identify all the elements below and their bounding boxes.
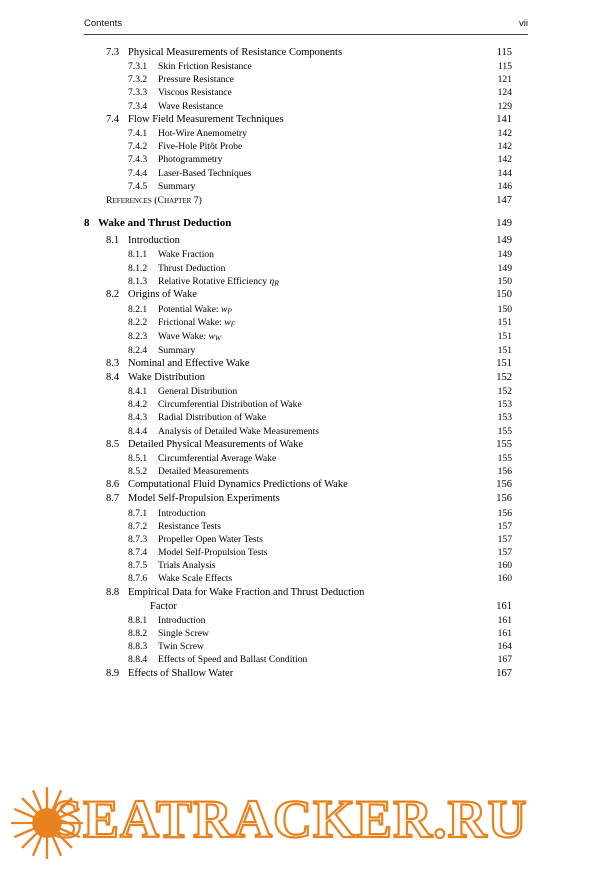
toc-entry-title: Wave Wake: $w_W$	[158, 331, 222, 343]
toc-entry-number: 7.4.1	[128, 127, 148, 139]
toc-entry-page: 142	[497, 141, 512, 153]
toc-entry[interactable]	[84, 427, 512, 437]
toc-entry-title: Circumferential Distribution of Wake	[158, 399, 302, 411]
toc-entry[interactable]	[84, 373, 512, 384]
toc-entry[interactable]	[84, 129, 512, 139]
toc-entry[interactable]	[84, 48, 512, 59]
toc-entry-title: Introduction	[158, 507, 206, 519]
toc-entry-page: 155	[497, 452, 512, 464]
toc-entry-page: 147	[496, 195, 512, 207]
toc-entry-title: References (Chapter 7)	[106, 195, 202, 207]
toc-entry[interactable]	[84, 535, 512, 545]
toc-entry-title: Trials Analysis	[158, 560, 216, 572]
toc-entry-title: Summary	[158, 180, 196, 192]
toc-entry[interactable]	[84, 250, 512, 260]
toc-entry-number: 8.7.5	[128, 560, 148, 572]
toc-entry-number: 8.4.2	[128, 399, 148, 411]
toc-entry-page: 149	[497, 249, 512, 261]
toc-entry-number: 8.8.1	[128, 614, 148, 626]
toc-entry[interactable]	[84, 75, 512, 85]
toc-entry-number: 8.2.1	[128, 303, 148, 315]
toc-entry-number: 8.6	[106, 479, 120, 491]
toc-entry[interactable]	[84, 102, 512, 112]
header-divider	[84, 34, 528, 35]
toc-entry[interactable]	[84, 602, 512, 613]
toc-entry-page: 151	[497, 331, 512, 342]
toc-entry-title: Five-Hole Pitôt Probe	[158, 141, 243, 153]
toc-entry-title: Empirical Data for Wake Fraction and Thrust Deduction	[128, 586, 365, 598]
toc-entry[interactable]	[84, 440, 512, 451]
toc-entry-number: 8.7.6	[128, 573, 148, 585]
toc-entry-number: 7.4.5	[128, 180, 148, 192]
toc-entry-page: 144	[497, 167, 512, 179]
watermark	[0, 782, 600, 872]
toc-entry-title: Effects of Speed and Ballast Condition	[158, 654, 308, 666]
toc-entry-number: 8.7.4	[128, 547, 148, 559]
toc-entry-page: 151	[497, 317, 512, 329]
toc-entry-number: 8.1.2	[128, 262, 148, 274]
toc-entry[interactable]	[84, 346, 512, 356]
toc-entry-number: 8.2.3	[128, 331, 148, 342]
page-number-label: vii	[519, 18, 528, 29]
toc-entry-title: Factor	[150, 600, 177, 612]
toc-entry[interactable]	[84, 616, 512, 626]
toc-entry-page: 161	[497, 628, 512, 639]
toc-entry-number: 7.4.3	[128, 154, 148, 166]
table-of-contents	[84, 48, 512, 683]
toc-entry-title: Wake and Thrust Deduction	[98, 216, 232, 229]
toc-entry-number: 8.4.1	[128, 386, 148, 398]
toc-entry[interactable]	[84, 655, 512, 665]
toc-entry[interactable]	[84, 182, 512, 192]
toc-entry-number: 8.9	[106, 667, 120, 679]
toc-entry-number: 7.3.3	[128, 87, 148, 99]
toc-entry-number: 7.3.1	[128, 61, 148, 73]
toc-entry-page: 156	[497, 507, 512, 519]
toc-entry[interactable]	[84, 509, 512, 519]
toc-entry-page: 146	[497, 180, 512, 192]
toc-entry-number: 8.7.1	[128, 507, 148, 519]
toc-entry[interactable]	[84, 454, 512, 464]
toc-entry-number: 8.7.3	[128, 533, 148, 545]
toc-entry-number: 7.3	[106, 47, 120, 58]
toc-entry-page: 150	[496, 289, 512, 301]
toc-entry-number: 8.3	[106, 357, 120, 369]
toc-entry-title: Model Self-Propulsion Tests	[158, 547, 268, 559]
toc-entry-number: 8.1.1	[128, 249, 148, 261]
toc-entry-page: 160	[497, 560, 512, 572]
toc-entry-number: 8	[84, 216, 90, 229]
toc-entry-page: 161	[496, 600, 512, 612]
toc-entry-number: 8.5.1	[128, 452, 148, 464]
toc-entry[interactable]	[84, 62, 512, 72]
toc-entry[interactable]	[84, 236, 512, 247]
toc-entry-page: 164	[497, 641, 512, 653]
toc-entry[interactable]	[84, 413, 512, 423]
toc-entry-page: 156	[496, 493, 512, 505]
toc-entry-title: Introduction	[128, 235, 180, 247]
toc-entry-number: 8.1	[106, 235, 120, 247]
toc-entry-number: 8.8.3	[128, 641, 148, 653]
toc-entry-page: 124	[497, 87, 512, 99]
toc-entry-page: 150	[497, 275, 512, 287]
toc-entry-title: Physical Measurements of Resistance Components	[128, 47, 343, 58]
toc-entry-title: Photogrammetry	[158, 154, 223, 166]
toc-entry-title: Nominal and Effective Wake	[128, 357, 250, 369]
toc-entry-page: 155	[497, 425, 512, 437]
toc-entry-page: 149	[497, 262, 512, 274]
toc-entry-page: 141	[496, 113, 512, 125]
toc-entry[interactable]	[84, 359, 512, 370]
toc-entry-title: Relative Rotative Efficiency $\eta_R$	[158, 275, 279, 288]
toc-entry-title: Wake Fraction	[158, 249, 214, 261]
toc-entry-page: 167	[497, 654, 512, 666]
toc-entry-title: Skin Friction Resistance	[158, 61, 252, 73]
toc-entry-number: 8.8.4	[128, 654, 148, 666]
toc-entry[interactable]	[84, 218, 512, 230]
toc-entry-page: 153	[497, 412, 512, 424]
toc-entry-title: Circumferential Average Wake	[158, 452, 277, 464]
toc-entry-number: 8.4.4	[128, 425, 148, 437]
toc-entry-title: General Distribution	[158, 386, 238, 398]
toc-entry-page: 161	[497, 614, 512, 626]
toc-entry-number: 8.1.3	[128, 275, 148, 287]
toc-entry-page: 152	[496, 372, 512, 383]
toc-entry-title: Computational Fluid Dynamics Predictions of Wake	[128, 479, 348, 491]
toc-entry[interactable]	[84, 290, 512, 301]
toc-entry-title: Wave Resistance	[158, 100, 224, 112]
toc-entry[interactable]	[84, 669, 512, 680]
toc-entry[interactable]	[84, 400, 512, 410]
header-left-label: Contents	[84, 18, 123, 29]
toc-entry[interactable]	[84, 88, 512, 98]
toc-entry-number: 8.5.2	[128, 466, 148, 478]
toc-entry-number: 8.8	[106, 586, 120, 598]
toc-entry-title: Summary	[158, 344, 196, 356]
toc-entry-page: 156	[496, 479, 512, 491]
toc-entry-page: 151	[497, 344, 512, 356]
toc-entry-title: Pressure Resistance	[158, 74, 234, 86]
toc-entry[interactable]	[84, 494, 512, 505]
toc-entry-number: 8.2.4	[128, 344, 148, 356]
toc-entry-page: 153	[497, 399, 512, 411]
toc-entry-number: 7.4	[106, 113, 120, 125]
toc-entry-page: 157	[497, 520, 512, 532]
toc-entry-page: 142	[497, 127, 512, 139]
toc-entry-page: 142	[497, 154, 512, 166]
toc-entry-number: 7.3.4	[128, 100, 148, 112]
toc-entry-page: 160	[497, 573, 512, 585]
toc-entry[interactable]	[84, 467, 512, 477]
toc-entry[interactable]	[84, 169, 512, 179]
toc-entry[interactable]	[84, 142, 512, 152]
sun-burst-icon	[8, 782, 86, 864]
toc-entry[interactable]	[84, 561, 512, 571]
toc-entry-page: 115	[497, 61, 512, 73]
toc-entry[interactable]	[84, 115, 512, 126]
toc-entry-page: 157	[497, 547, 512, 559]
toc-entry-number: 8.7.2	[128, 520, 148, 532]
toc-entry-number: 8.4.3	[128, 412, 148, 424]
toc-entry-page: 151	[496, 357, 512, 369]
toc-entry-page: 149	[496, 235, 512, 247]
toc-entry[interactable]	[84, 264, 512, 274]
toc-entry-page: 115	[496, 47, 512, 58]
toc-entry-page: 129	[497, 100, 512, 112]
toc-entry-title: Analysis of Detailed Wake Measurements	[158, 425, 320, 437]
toc-entry-title: Laser-Based Techniques	[158, 167, 252, 179]
watermark-text: SEATRACKER.RU	[52, 789, 528, 849]
toc-entry-number: 8.7	[106, 493, 120, 505]
toc-entry-title: Origins of Wake	[128, 289, 197, 301]
toc-entry[interactable]	[84, 305, 512, 315]
toc-entry-number: 8.5	[106, 438, 120, 450]
toc-entry-title: Detailed Physical Measurements of Wake	[128, 438, 304, 450]
toc-entry-number: 8.2.2	[128, 317, 148, 329]
toc-entry-title: Model Self-Propulsion Experiments	[128, 493, 280, 505]
toc-entry-title: Thrust Deduction	[158, 262, 226, 274]
toc-entry[interactable]	[84, 548, 512, 558]
toc-entry-title: Wake Distribution	[128, 372, 206, 383]
toc-entry-title: Potential Wake: $w_P$	[158, 303, 232, 316]
toc-entry[interactable]	[84, 332, 512, 342]
toc-entry[interactable]	[84, 629, 512, 639]
toc-entry-title: Propeller Open Water Tests	[158, 533, 264, 545]
toc-entry-page: 150	[497, 303, 512, 315]
toc-entry[interactable]	[84, 277, 512, 287]
toc-entry-page: 155	[496, 438, 512, 450]
toc-entry-title: Introduction	[158, 614, 206, 626]
toc-entry-title: Detailed Measurements	[158, 466, 249, 478]
toc-entry[interactable]	[84, 155, 512, 165]
page-header	[84, 18, 528, 29]
toc-entry[interactable]	[84, 588, 512, 599]
toc-entry[interactable]	[84, 387, 512, 397]
toc-entry-page: 121	[497, 74, 512, 86]
toc-entry-title: Resistance Tests	[158, 520, 221, 532]
toc-entry-title: Hot-Wire Anemometry	[158, 127, 247, 139]
toc-entry-number: 7.3.2	[128, 74, 148, 86]
toc-entry-page: 167	[496, 667, 512, 679]
toc-entry-number: 7.4.4	[128, 167, 148, 179]
toc-entry[interactable]	[84, 574, 512, 584]
toc-entry-title: Single Screw	[158, 628, 209, 639]
toc-entry[interactable]	[84, 642, 512, 652]
toc-entry-title: Twin Screw	[158, 641, 204, 653]
toc-entry-title: Frictional Wake: $w_F$	[158, 317, 236, 329]
toc-entry-number: 8.2	[106, 289, 120, 301]
toc-entry-title: Wake Scale Effects	[158, 573, 233, 585]
toc-entry[interactable]	[84, 522, 512, 532]
toc-entry-page: 149	[496, 217, 512, 229]
toc-entry-number: 8.4	[106, 372, 120, 383]
toc-entry-title: Radial Distribution of Wake	[158, 412, 267, 424]
toc-entry-page: 156	[497, 466, 512, 478]
toc-entry-title: Viscous Resistance	[158, 87, 232, 99]
toc-entry-page: 157	[497, 533, 512, 545]
toc-entry[interactable]	[84, 318, 512, 328]
toc-entry-number: 8.8.2	[128, 628, 148, 639]
toc-entry-title: Effects of Shallow Water	[128, 667, 234, 679]
toc-entry-title: Flow Field Measurement Techniques	[128, 113, 284, 125]
toc-entry-page: 152	[497, 386, 512, 398]
toc-entry[interactable]	[84, 480, 512, 491]
toc-entry[interactable]	[84, 196, 512, 207]
toc-entry-number: 7.4.2	[128, 141, 148, 153]
